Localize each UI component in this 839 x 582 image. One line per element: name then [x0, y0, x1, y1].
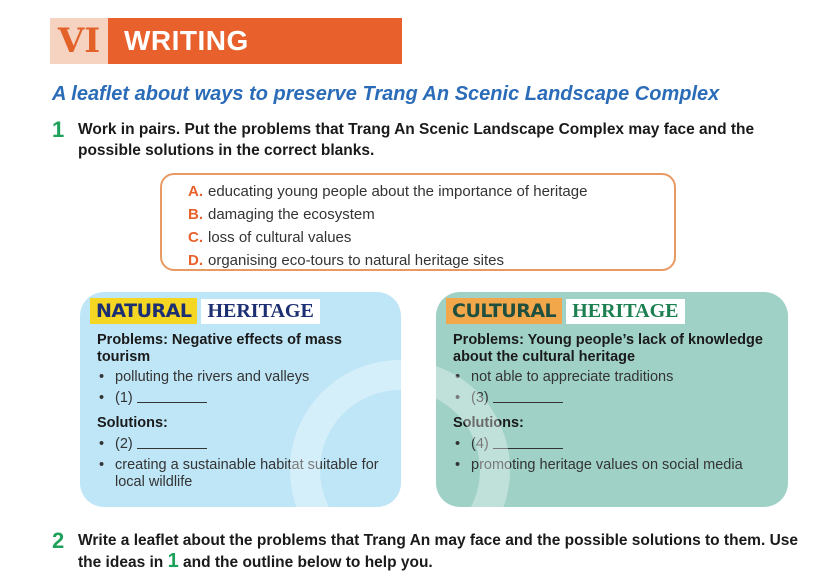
option-letter: B.	[188, 206, 203, 223]
option-letter: C.	[188, 229, 203, 246]
card-heading	[90, 298, 320, 324]
answer-blank[interactable]	[137, 448, 207, 449]
section-banner	[50, 18, 402, 64]
problems-heading: Problems: Negative effects of mass tourism	[97, 332, 342, 365]
card-body	[97, 332, 385, 495]
solution-item-blank: • (4)	[453, 436, 772, 453]
option-text: damaging the ecosystem	[208, 206, 375, 223]
problem-item: • polluting the rivers and valleys	[97, 369, 385, 386]
natural-heritage-card	[80, 292, 401, 507]
card-heading	[446, 298, 685, 324]
problem-item-blank: • (3)	[453, 390, 772, 407]
task-2-number: 2	[52, 528, 65, 553]
card-body	[453, 332, 772, 478]
answer-blank[interactable]	[493, 448, 563, 449]
solutions-heading: Solutions:	[453, 415, 524, 431]
task-1-text: Work in pairs. Put the problems that Trang An Scenic Landscape Complex may face and the possible solutions in the correct blanks.	[78, 121, 755, 159]
options-box	[160, 173, 676, 271]
solutions-heading: Solutions:	[97, 415, 168, 431]
problems-heading: Problems: Young people’s lack of knowledge about the cultural heritage	[453, 332, 763, 365]
option-letter: A.	[188, 183, 203, 200]
card-heading-word1: NATURAL	[90, 298, 197, 324]
option-d	[188, 249, 674, 272]
option-b	[188, 203, 674, 226]
task-2	[52, 530, 812, 573]
solution-item: • creating a sustainable habitat suitable for local wildlife	[97, 457, 385, 491]
answer-blank[interactable]	[137, 402, 207, 403]
problem-item: • not able to appreciate traditions	[453, 369, 772, 386]
card-heading-word2: HERITAGE	[566, 299, 684, 324]
option-text: loss of cultural values	[208, 229, 352, 246]
section-title: WRITING	[108, 18, 402, 64]
task-1	[52, 119, 812, 161]
option-letter: D.	[188, 252, 203, 269]
option-c	[188, 226, 674, 249]
problem-item-blank: • (1)	[97, 390, 385, 407]
option-a	[188, 180, 674, 203]
task-2-text: Write a leaflet about the problems that Trang An may face and the possible solutions to them. Use the ideas in 1 and the outline below to help you.	[78, 532, 799, 572]
task-1-number: 1	[52, 117, 65, 142]
option-text: educating young people about the importance of heritage	[208, 183, 588, 200]
section-number: VI	[50, 18, 108, 64]
option-text: organising eco-tours to natural heritage sites	[208, 252, 505, 269]
page-subtitle: A leaflet about ways to preserve Trang An Scenic Landscape Complex	[52, 83, 720, 105]
solution-item: • promoting heritage values on social media	[453, 457, 772, 474]
answer-blank[interactable]	[493, 402, 563, 403]
card-heading-word2: HERITAGE	[201, 299, 319, 324]
task-reference: 1	[167, 550, 179, 572]
card-heading-word1: CULTURAL	[446, 298, 562, 324]
cultural-heritage-card	[436, 292, 788, 507]
solution-item-blank: • (2)	[97, 436, 385, 453]
